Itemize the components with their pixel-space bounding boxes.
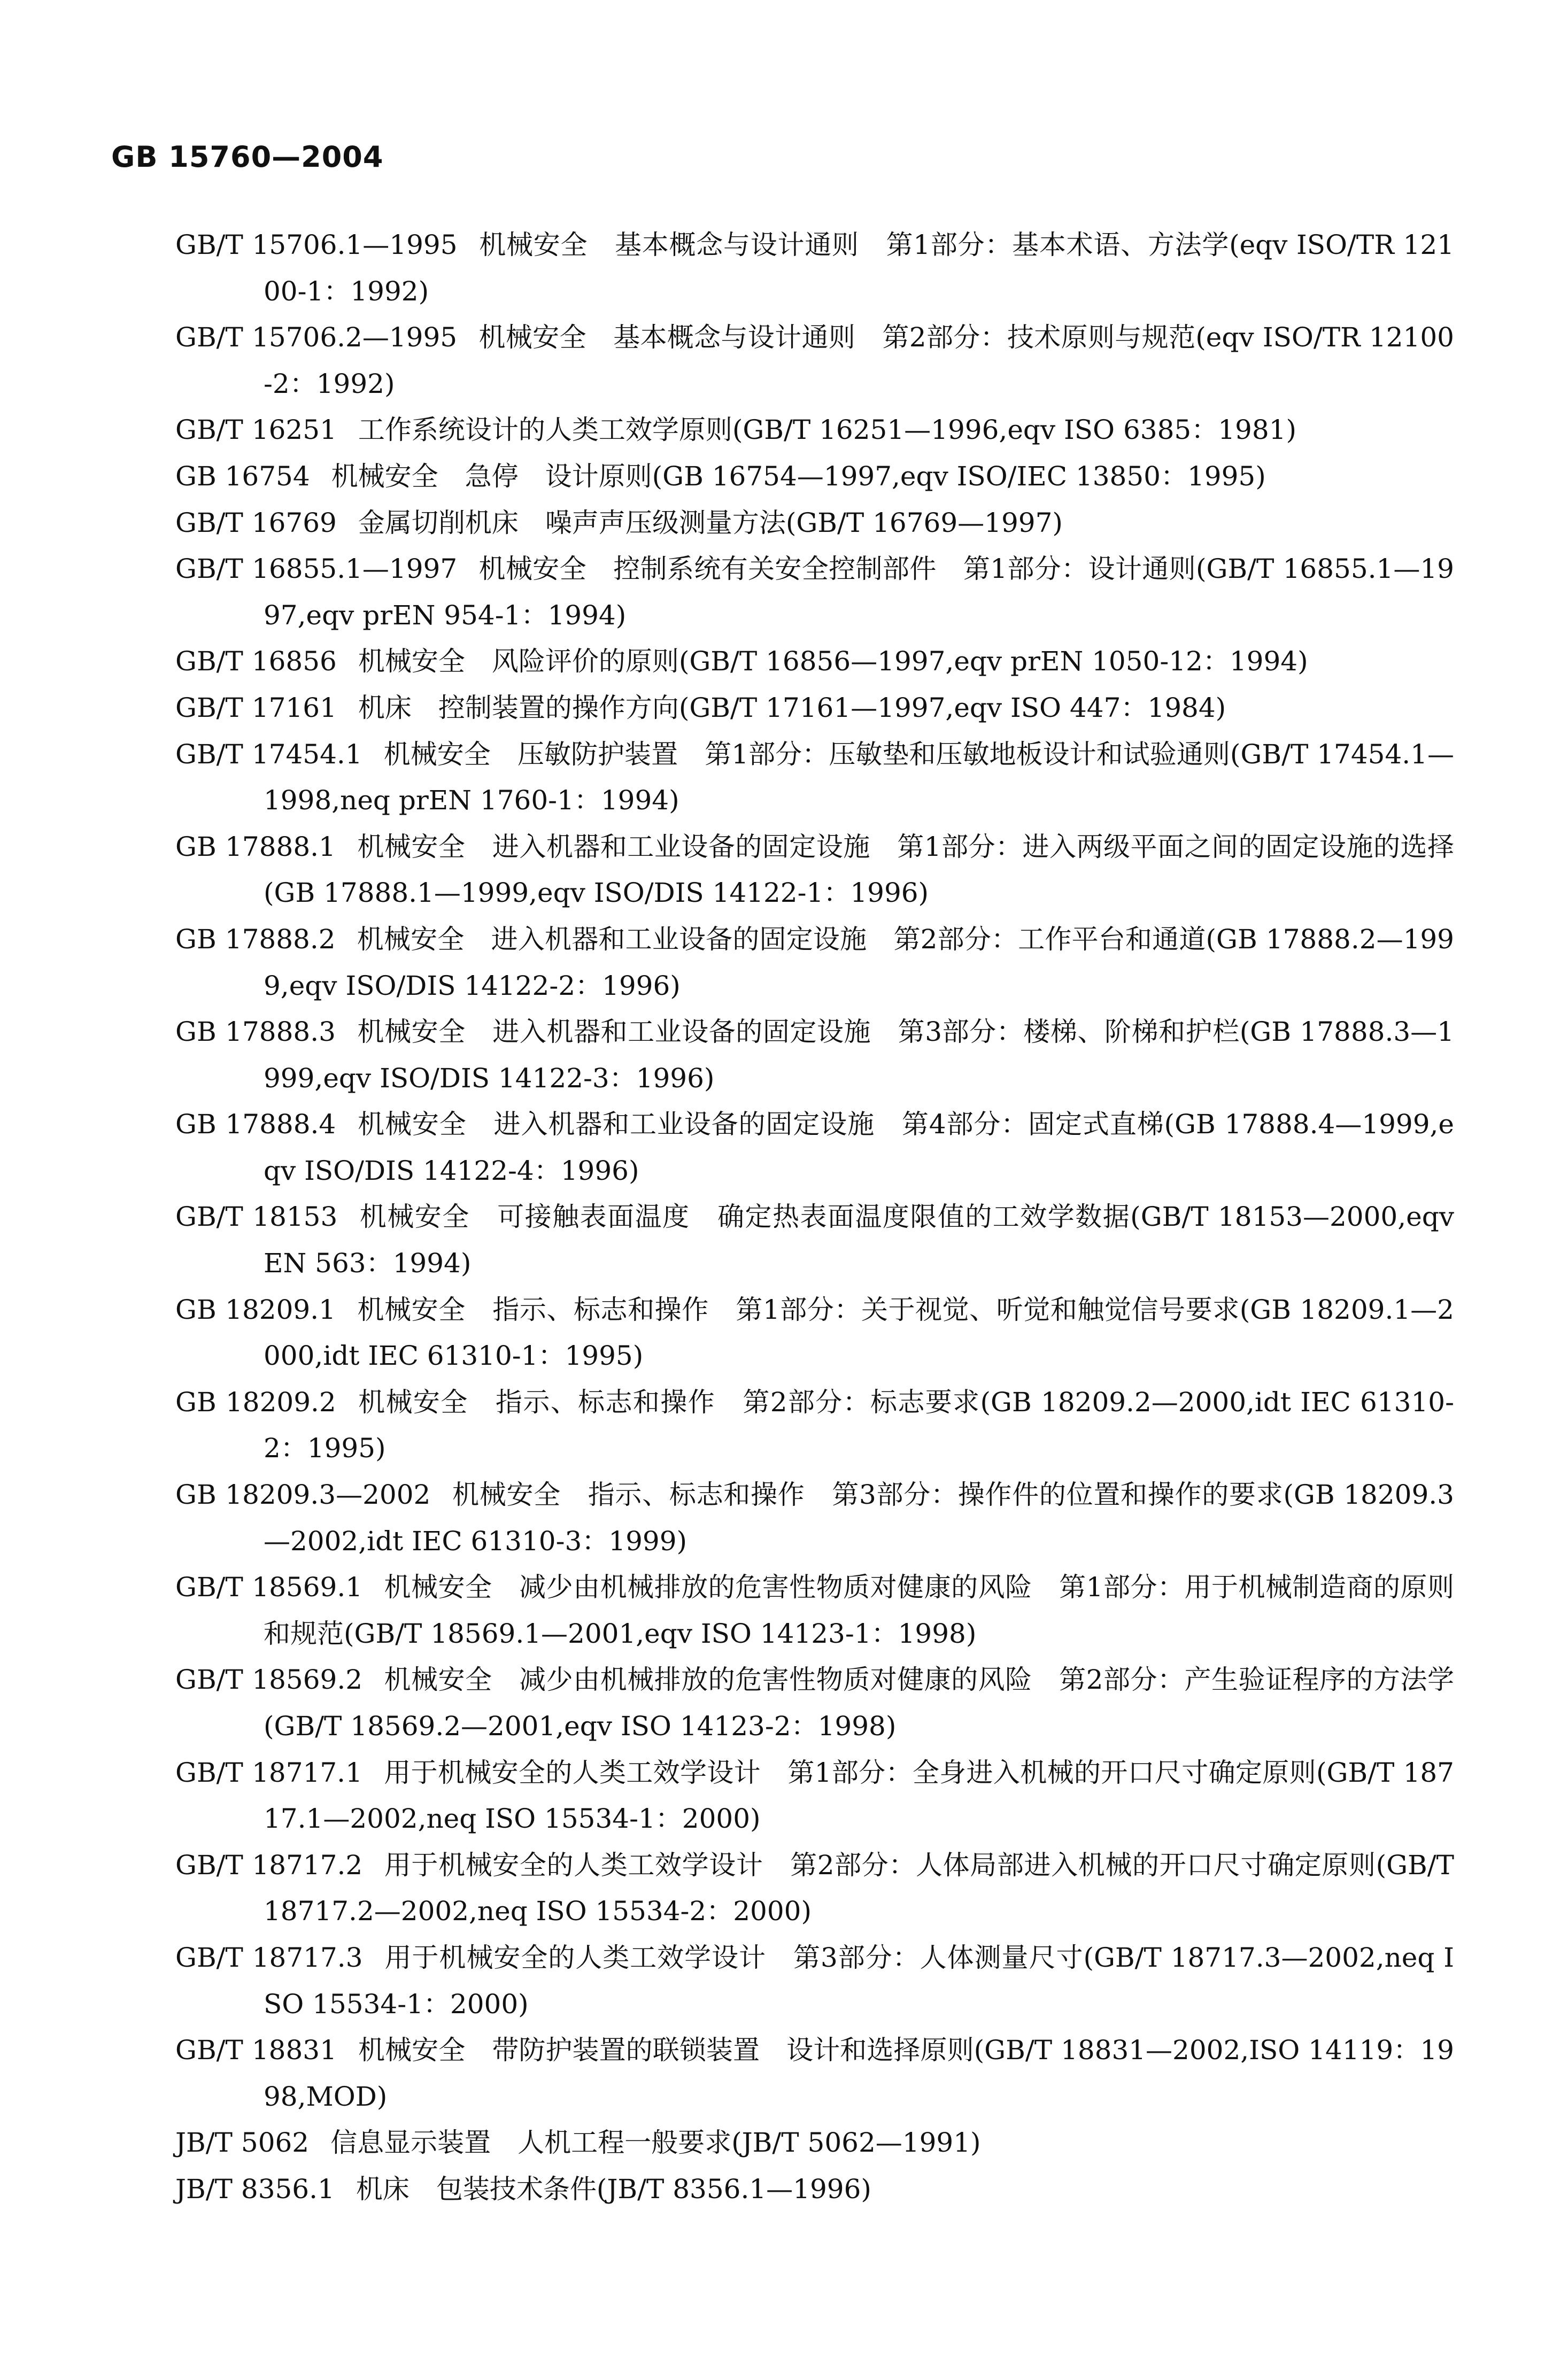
reference-entry [175, 916, 1454, 1009]
reference-code: GB/T 18569.2 [175, 1664, 363, 1696]
reference-entry [175, 1750, 1454, 1842]
reference-title: 机械安全 控制系统有关安全控制部件 第1部分：设计通则(GB/T 16855.1—1997,eqv prEN 954-1：1994) [264, 553, 1454, 631]
reference-code: GB/T 18153 [175, 1201, 338, 1233]
reference-entry [175, 1379, 1454, 1472]
reference-code: GB/T 15706.1—1995 [175, 229, 458, 260]
reference-title: 机械安全 风险评价的原则(GB/T 16856—1997,eqv prEN 1050-12：1994) [358, 646, 1308, 677]
reference-entry [175, 1194, 1454, 1286]
reference-entry [175, 407, 1454, 453]
reference-entry [175, 1564, 1454, 1657]
reference-title: 机械安全 可接触表面温度 确定热表面温度限值的工效学数据(GB/T 18153—2000,eqv EN 563：1994) [264, 1201, 1454, 1279]
reference-title: 机械安全 急停 设计原则(GB 16754—1997,eqv ISO/IEC 13850：1995) [331, 460, 1266, 492]
reference-title: 机械安全 进入机器和工业设备的固定设施 第3部分：楼梯、阶梯和护栏(GB 17888.3—1999,eqv ISO/DIS 14122-3：1996) [264, 1016, 1454, 1094]
reference-code: GB/T 15706.2—1995 [175, 322, 458, 353]
reference-title: 用于机械安全的人类工效学设计 第2部分：人体局部进入机械的开口尺寸确定原则(GB/T 18717.2—2002,neq ISO 15534-2：2000) [264, 1849, 1454, 1927]
reference-title: 机械安全 压敏防护装置 第1部分：压敏垫和压敏地板设计和试验通则(GB/T 17454.1—1998,neq prEN 1760-1：1994) [264, 738, 1454, 816]
reference-entry [175, 453, 1454, 500]
standard-number-header: GB 15760—2004 [111, 140, 384, 174]
reference-title: 机械安全 进入机器和工业设备的固定设施 第1部分：进入两级平面之间的固定设施的选择(GB 17888.1—1999,eqv ISO/DIS 14122-1：1996) [264, 831, 1455, 909]
reference-title: 机械安全 进入机器和工业设备的固定设施 第4部分：固定式直梯(GB 17888.4—1999,eqv ISO/DIS 14122-4：1996) [264, 1109, 1455, 1186]
reference-entry [175, 1101, 1454, 1194]
reference-title: 信息显示装置 人机工程一般要求(JB/T 5062—1991) [330, 2127, 981, 2159]
reference-code: GB/T 16855.1—1997 [175, 553, 458, 585]
reference-code: JB/T 8356.1 [175, 2173, 335, 2205]
reference-title: 用于机械安全的人类工效学设计 第1部分：全身进入机械的开口尺寸确定原则(GB/T 18717.1—2002,neq ISO 15534-1：2000) [264, 1757, 1454, 1835]
reference-code: GB/T 18831 [175, 2035, 337, 2066]
reference-code: GB/T 16856 [175, 646, 337, 677]
reference-code: GB 17888.3 [175, 1016, 336, 1048]
reference-title: 机械安全 指示、标志和操作 第3部分：操作件的位置和操作的要求(GB 18209.3—2002,idt IEC 61310-3：1999) [264, 1479, 1454, 1557]
reference-title: 机床 控制装置的操作方向(GB/T 17161—1997,eqv ISO 447：1984) [358, 692, 1226, 723]
reference-title: 工作系统设计的人类工效学原则(GB/T 16251—1996,eqv ISO 6385：1981) [358, 414, 1296, 446]
reference-code: GB/T 16769 [175, 507, 337, 538]
reference-entry [175, 222, 1454, 314]
reference-title: 机械安全 指示、标志和操作 第2部分：标志要求(GB 18209.2—2000,idt IEC 61310-2：1995) [264, 1386, 1454, 1464]
reference-code: GB 17888.2 [175, 923, 336, 955]
reference-title: 机械安全 进入机器和工业设备的固定设施 第2部分：工作平台和通道(GB 17888.2—1999,eqv ISO/DIS 14122-2：1996) [264, 923, 1454, 1001]
reference-title: 用于机械安全的人类工效学设计 第3部分：人体测量尺寸(GB/T 18717.3—2002,neq ISO 15534-1：2000) [264, 1942, 1455, 2020]
reference-code: GB/T 18717.3 [175, 1942, 363, 1973]
reference-entry [175, 731, 1454, 824]
reference-entry [175, 1657, 1454, 1749]
reference-entry [175, 1842, 1454, 1935]
reference-title: 金属切削机床 噪声声压级测量方法(GB/T 16769—1997) [358, 507, 1063, 538]
reference-code: GB/T 16251 [175, 414, 337, 446]
reference-entry [175, 1287, 1454, 1379]
reference-code: GB/T 18569.1 [175, 1572, 363, 1603]
reference-entry [175, 685, 1454, 731]
normative-references-list [175, 222, 1454, 2213]
reference-entry [175, 546, 1454, 638]
reference-code: GB/T 17454.1 [175, 738, 362, 770]
reference-code: GB 17888.4 [175, 1109, 336, 1140]
reference-code: JB/T 5062 [175, 2127, 310, 2159]
reference-title: 机械安全 减少由机械排放的危害性物质对健康的风险 第1部分：用于机械制造商的原则和规范(GB/T 18569.1—2001,eqv ISO 14123-1：1998) [264, 1572, 1454, 1649]
reference-entry [175, 1935, 1454, 2027]
reference-title: 机械安全 带防护装置的联锁装置 设计和选择原则(GB/T 18831—2002,ISO 14119：1998,MOD) [264, 2035, 1454, 2112]
reference-entry [175, 2120, 1454, 2166]
reference-entry [175, 500, 1454, 546]
reference-code: GB 17888.1 [175, 831, 336, 862]
reference-code: GB/T 18717.2 [175, 1849, 363, 1881]
reference-title: 机械安全 基本概念与设计通则 第2部分：技术原则与规范(eqv ISO/TR 12100-2：1992) [264, 322, 1454, 399]
reference-code: GB/T 17161 [175, 692, 337, 723]
reference-title: 机床 包装技术条件(JB/T 8356.1—1996) [356, 2173, 871, 2205]
reference-title: 机械安全 基本概念与设计通则 第1部分：基本术语、方法学(eqv ISO/TR 12100-1：1992) [264, 229, 1454, 307]
reference-code: GB/T 18717.1 [175, 1757, 362, 1788]
reference-entry [175, 824, 1454, 916]
reference-code: GB 18209.1 [175, 1294, 336, 1325]
reference-title: 机械安全 减少由机械排放的危害性物质对健康的风险 第2部分：产生验证程序的方法学(GB/T 18569.2—2001,eqv ISO 14123-2：1998) [264, 1664, 1454, 1742]
reference-code: GB 18209.3—2002 [175, 1479, 431, 1511]
reference-entry [175, 1472, 1454, 1564]
reference-code: GB 16754 [175, 460, 310, 492]
reference-entry [175, 1009, 1454, 1101]
reference-entry [175, 2166, 1454, 2213]
reference-title: 机械安全 指示、标志和操作 第1部分：关于视觉、听觉和触觉信号要求(GB 18209.1—2000,idt IEC 61310-1：1995) [264, 1294, 1454, 1372]
reference-entry [175, 314, 1454, 407]
reference-code: GB 18209.2 [175, 1386, 336, 1418]
reference-entry [175, 2027, 1454, 2120]
reference-entry [175, 638, 1454, 685]
